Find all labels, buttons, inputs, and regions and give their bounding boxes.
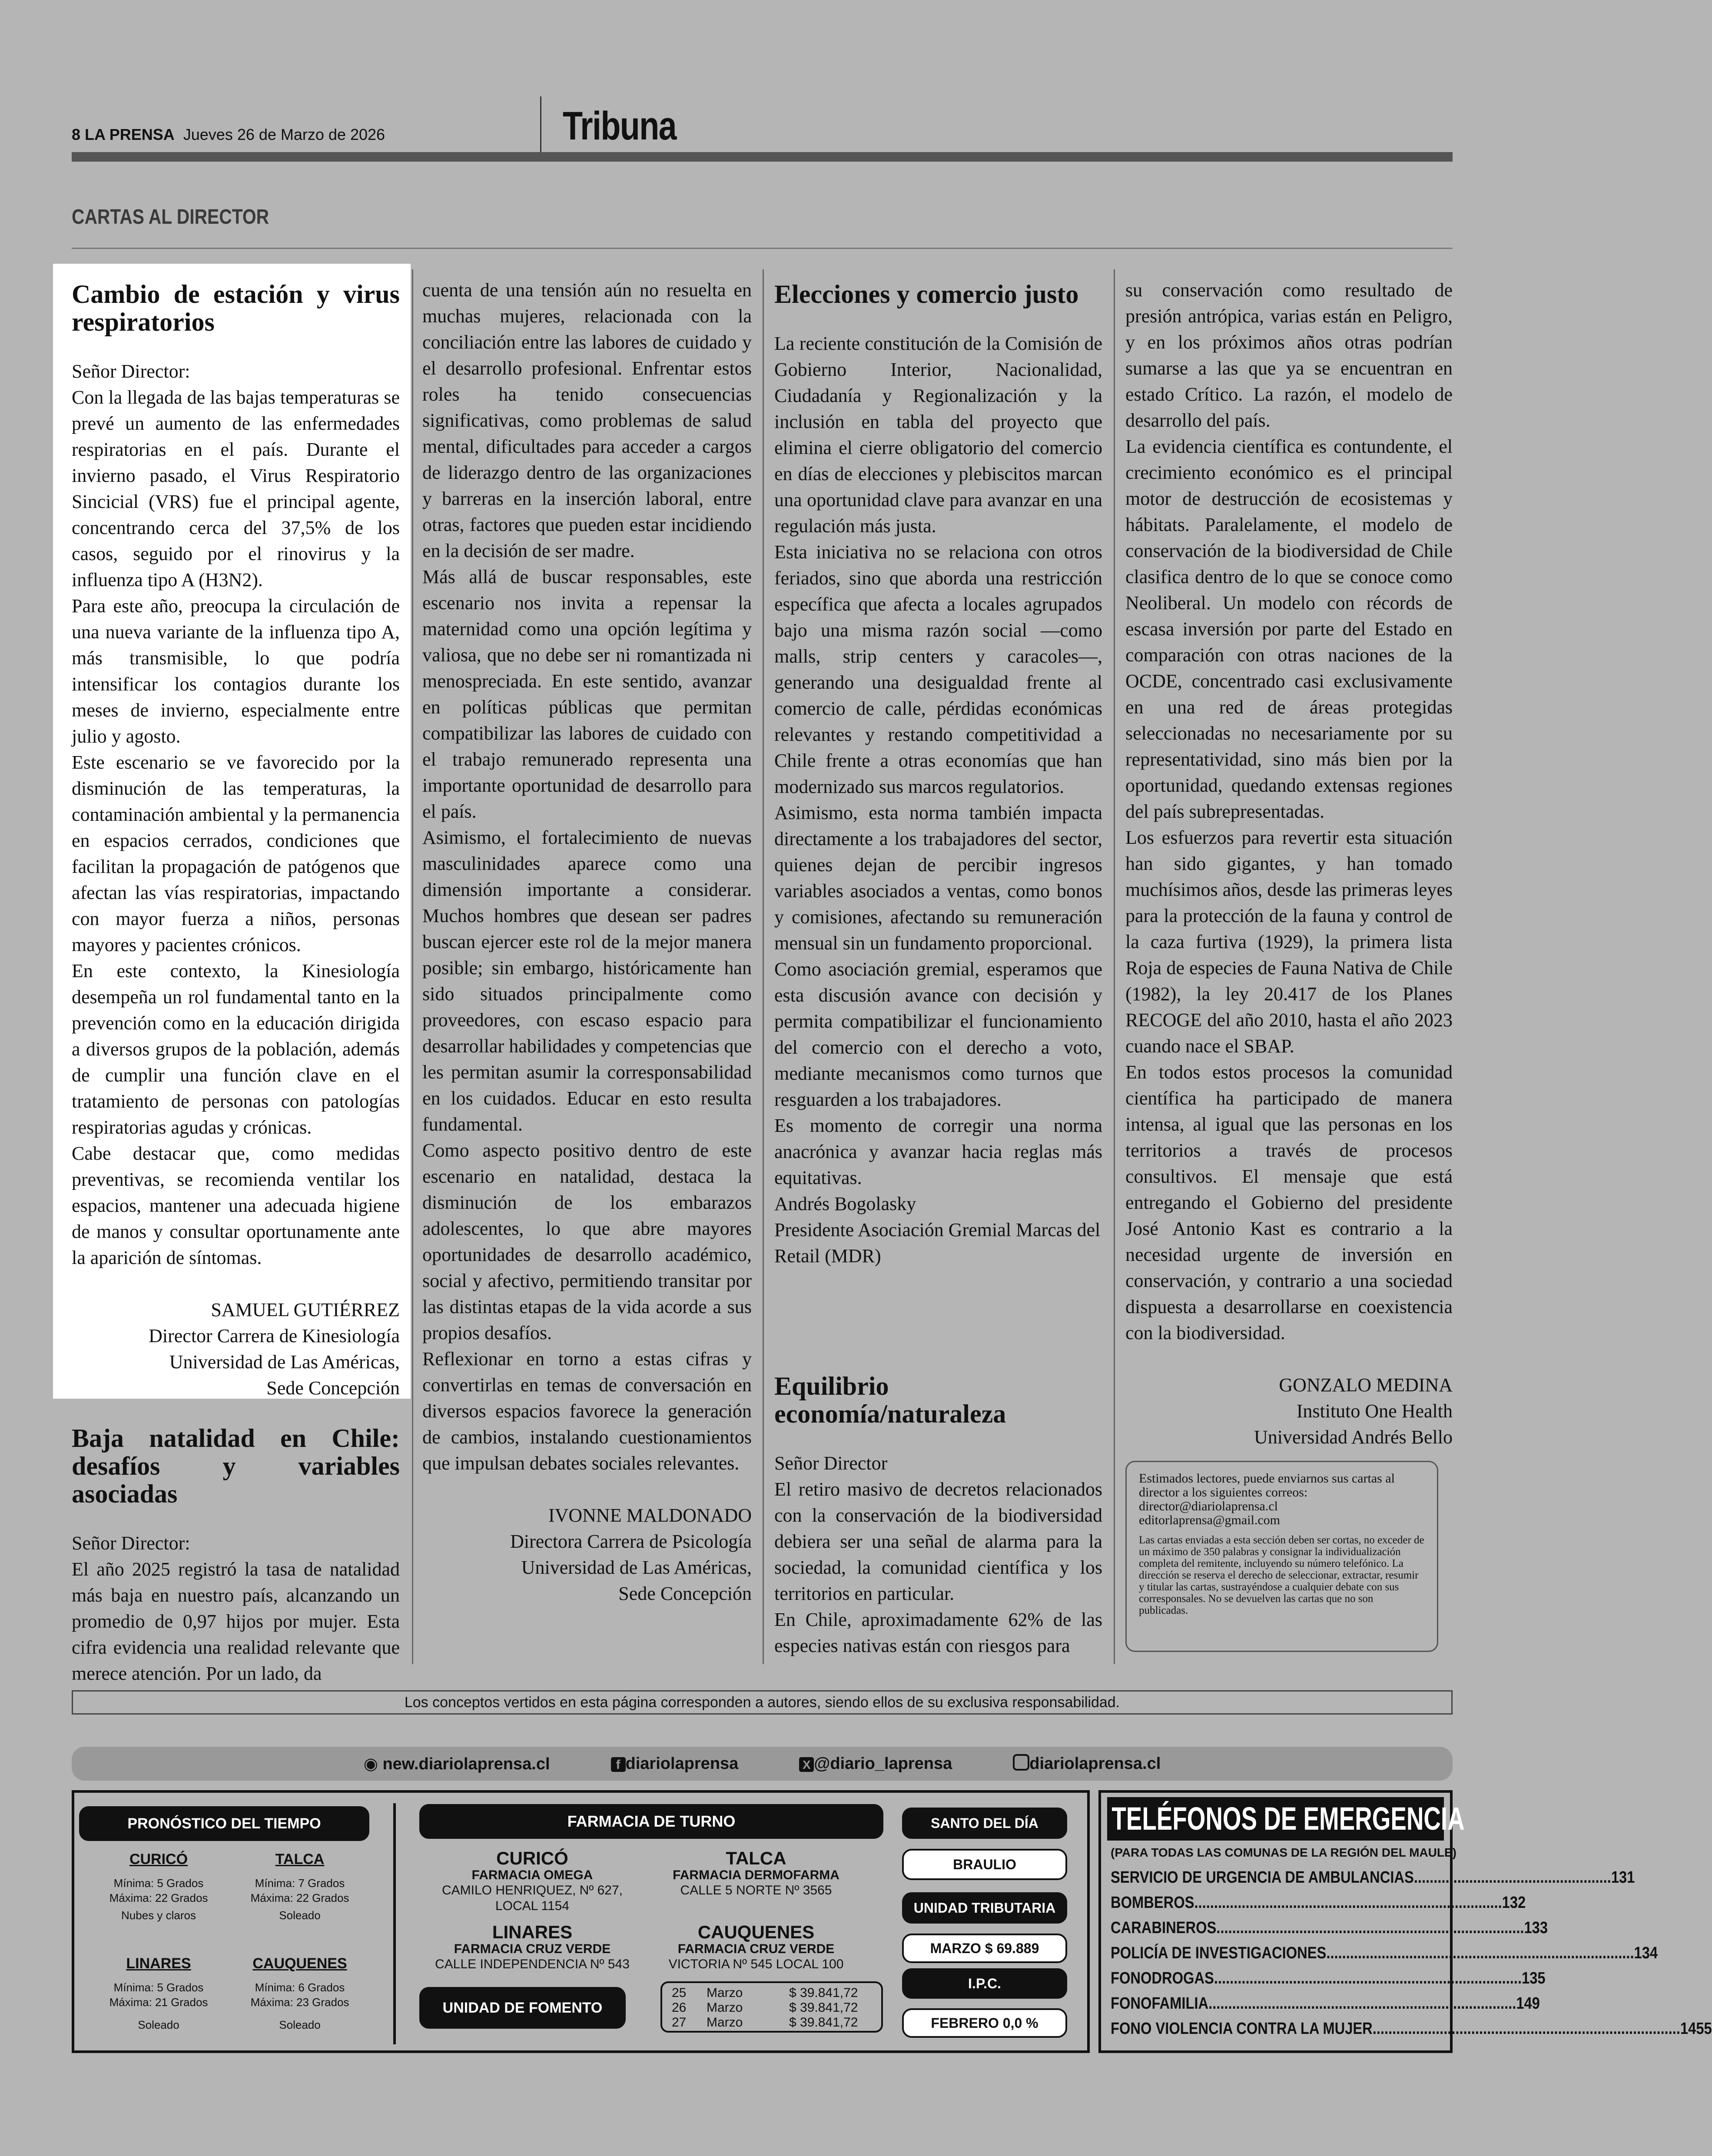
letter-equilibrio-continued [1125, 277, 1453, 1450]
weather-city: CAUQUENES Mínima: 6 Grados Máxima: 23 Grados Soleado [250, 1955, 349, 2031]
emergency-row: POLICÍA DE INVESTIGACIONES .............................................................................. 134 [1111, 1944, 1658, 1962]
paper-name: LA PRENSA [85, 126, 175, 143]
notice-intro: Estimados lectores, puede enviarnos sus cartas al director a los siguientes correos: [1139, 1471, 1395, 1499]
notice-email[interactable]: director@diariolaprensa.cl [1139, 1499, 1278, 1513]
letter-author: GONZALO MEDINA [1279, 1374, 1453, 1396]
social-link-x[interactable]: X @diario_laprensa [799, 1755, 952, 1773]
notice-rules: Las cartas enviadas a esta sección deben ser cortas, no exceder de un máximo de 350 palabras y consignar la individualización completa del remitente, incluyendo su número telefónico. La dirección se reserva el derecho de seleccionar, extractar, resumir y titular las cartas, sustrayéndose a cualquier debate con sus corresponsales. No se devuelven las cartas que no son publicadas. [1139, 1534, 1424, 1616]
disclaimer-box [72, 1690, 1453, 1715]
letter-cambio-estacion [72, 280, 400, 1401]
letter-paragraph: La evidencia científica es contundente, el crecimiento económico es el principal motor de destrucción de ecosistemas y hábitats. Paralelamente, el modelo de conservación de la biodiversidad de Chile clasifica dentro de lo que se conoce como Neoliberal. Un modelo con récords de escasa inversión por parte del Estado en comparación con otras naciones de la OCDE, concentrado casi exclusivamente en una red de áreas protegidas seleccionadas no necesariamente por su representatividad, sino más bien por la oportunidad, quedando extensas regiones del país subrepresentadas. [1125, 436, 1453, 822]
notice-email[interactable]: editorlaprensa@gmail.com [1139, 1513, 1281, 1527]
letter-salutation: Señor Director: [72, 361, 190, 382]
weather-city: LINARES Mínima: 5 Grados Máxima: 21 Grados Soleado [109, 1955, 208, 2031]
letter-paragraph: Reflexionar en torno a estas cifras y convertirlas en temas de conversación en diversos espacios favorece la generación de cambios, instalando cuestionamientos que impulsan debates sociales relevantes. [422, 1348, 752, 1474]
emergency-list [1111, 1865, 1712, 2041]
uf-table [660, 1981, 883, 2033]
letter-paragraph: Esta iniciativa no se relaciona con otros feriados, sino que aborda una restricción específica que afecta a locales agrupados bajo una misma razón social —como malls, strip centers y caracoles—, generando una desigualdad frente al comercio de calle, pérdidas económicas relevantes y restando competitividad a Chile frente a otras economías que han modernizado sus marcos regulatorios. [774, 541, 1102, 797]
uf-row: 27 Marzo $ 39.841,72 [672, 2015, 858, 2030]
emergency-box [1098, 1790, 1712, 2053]
letter-paragraph: su conservación como resultado de presión antrópica, varias están en Peligro, y en los próximos años otras podrían sumarse a las que ya se encuentran en estado Crítico. La razón, el modelo de desarrollo del país. [1125, 279, 1453, 431]
social-bar [72, 1747, 1453, 1781]
section-name: Tribuna [563, 104, 676, 148]
letter-baja-natalidad [72, 1424, 400, 1687]
letter-author: IVONNE MALDONADO [548, 1505, 752, 1526]
letter-paragraph: Como aspecto positivo dentro de este escenario en natalidad, destaca la disminución de los embarazos adolescentes, lo que abre mayores oportunidades de desarrollo académico, social y afectivo, permitiendo transitar por las distintas etapas de la vida acorde a sus propios desafíos. [422, 1140, 752, 1343]
letter-paragraph: Como asociación gremial, esperamos que esta discusión avance con decisión y permita compatibilizar el funcionamiento del comercio con el derecho a voto, mediante mecanismos como turnos que resguarden a los trabajadores. [774, 959, 1102, 1110]
letters-notice-box [1125, 1461, 1438, 1652]
utm-value: MARZO $ 69.889 [902, 1934, 1067, 1963]
cartas-section-title: CARTAS AL DIRECTOR [72, 206, 269, 229]
emergency-row: FONOFAMILIA .............................................................................. 149 [1111, 1994, 1540, 2013]
header-rule [72, 152, 1453, 162]
facebook-icon: f [611, 1757, 626, 1772]
issue-date: Jueves 26 de Marzo de 2026 [183, 126, 385, 143]
letter-paragraph: La reciente constitución de la Comisión de Gobierno Interior, Nacionalidad, Ciudadanía y Regionalización y la inclusión en tabla del proyecto que elimina el cierre obligatorio del comercio en días de elecciones y plebiscitos marcan una oportunidad clave para avanzar en una regulación más justa. [774, 333, 1102, 537]
emergency-row: BOMBEROS .............................................................................. 132 [1111, 1894, 1526, 1912]
letter-elecciones-comercio [774, 280, 1102, 1269]
section-rule [72, 248, 1453, 249]
pharmacy-entry: TALCA FARMACIA DERMOFARMA CALLE 5 NORTE Nº 3565 [673, 1848, 839, 1897]
social-link-instagram[interactable]: diariolaprensa.cl [1013, 1754, 1161, 1773]
letter-title: Baja natalidad en Chile: desafíos y variables asociadas [72, 1424, 400, 1508]
emergency-subtitle: (PARA TODAS LAS COMUNAS DE LA REGIÓN DEL MAULE) [1111, 1846, 1457, 1859]
saint-title: SANTO DEL DÍA [902, 1808, 1067, 1839]
ipc-title: I.P.C. [902, 1968, 1067, 1999]
weather-city: TALCA Mínima: 7 Grados Máxima: 22 Grados Soleado [250, 1851, 349, 1922]
letter-paragraph: Cabe destacar que, como medidas preventivas, se recomienda ventilar los espacios, mantener una adecuada higiene de manos y consultar oportunamente ante la aparición de síntomas. [72, 1143, 400, 1268]
letter-title: Equilibrio economía/naturaleza [774, 1372, 1006, 1428]
services-divider [393, 1803, 396, 2044]
weather-title: PRONÓSTICO DEL TIEMPO [79, 1806, 369, 1841]
letter-affiliation: Universidad Andrés Bello [1254, 1426, 1453, 1448]
x-icon: X [799, 1757, 814, 1772]
page-number: 8 [72, 126, 81, 143]
pharmacy-entry: LINARES FARMACIA CRUZ VERDE CALLE INDEPENDENCIA Nº 543 [435, 1922, 630, 1971]
pharmacy-entry: CAUQUENES FARMACIA CRUZ VERDE VICTORIA Nº 545 LOCAL 100 [668, 1922, 844, 1971]
emergency-row: CARABINEROS .............................................................................. 133 [1111, 1919, 1548, 1937]
letter-paragraph: Asimismo, esta norma también impacta directamente a los trabajadores del sector, quienes dejan de percibir ingresos variables asociados a ventas, como bonos y comisiones, afectando su remuneración mensual sin un fundamento proporcional. [774, 802, 1102, 954]
letter-paragraph: En Chile, aproximadamente 62% de las especies nativas están con riesgos para [774, 1609, 1102, 1656]
letter-baja-natalidad-continued [422, 277, 752, 1607]
utm-title: UNIDAD TRIBUTARIA [902, 1892, 1067, 1924]
pharmacy-entry: CURICÓ FARMACIA OMEGA CAMILO HENRIQUEZ, Nº 627, LOCAL 1154 [441, 1848, 623, 1913]
uf-title: UNIDAD DE FOMENTO [419, 1987, 626, 2029]
letter-paragraph: El retiro masivo de decretos relacionados con la conservación de la biodiversidad debiera ser una señal de alarma para la sociedad, la comunidad científica y los territorios en particular. [774, 1479, 1102, 1604]
page-header [72, 122, 532, 148]
emergency-row: FONO VIOLENCIA CONTRA LA MUJER .............................................................................. 1455 [1111, 2020, 1712, 2038]
pharmacy-title: FARMACIA DE TURNO [419, 1804, 883, 1839]
uf-row: 26 Marzo $ 39.841,72 [672, 2000, 858, 2015]
column-rule [763, 269, 764, 1664]
letter-equilibrio [774, 1372, 1102, 1659]
letter-salutation: Señor Director [774, 1453, 888, 1474]
letter-paragraph: cuenta de una tensión aún no resuelta en muchas mujeres, relacionada con la conciliación entre las labores de cuidado y el desarrollo profesional. Enfrentar estos roles ha tenido consecuencias significativas, como problemas de salud mental, dificultades para acceder a cargos de liderazgo dentro de las organizaciones y barreras en la inserción laboral, entre otras, factores que pueden estar incidiendo en la decisión de ser madre. [422, 279, 752, 561]
letter-paragraph: Asimismo, el fortalecimiento de nuevas masculinidades aparece como una dimensión importante a considerar. Muchos hombres que desean ser padres buscan ejercer este rol de la mejor manera posible; sin embargo, históricamente han sido situados principalmente como proveedores, con escaso espacio para desarrollar habilidades y competencias que les permitan asumir la corresponsabilidad en los cuidados. Educar en esto resulta fundamental. [422, 827, 752, 1135]
letter-paragraph: El año 2025 registró la tasa de natalidad más baja en nuestro país, alcanzando un promedio de 0,97 hijos por mujer. Esta cifra evidencia una realidad relevante que merece atención. Por un lado, da [72, 1559, 400, 1684]
letter-paragraph: En todos estos procesos la comunidad científica ha participado de manera intensa, al igual que las personas en los territorios a través de procesos consultivos. El mensaje que está entregando el Gobierno del presidente José Antonio Kast es contrario a la necesidad urgente de inversión en conservación, y contrario a una sociedad dispuesta a desarrollarse en coexistencia con la biodiversidad. [1125, 1061, 1453, 1343]
letter-author: SAMUEL GUTIÉRREZ [211, 1299, 400, 1320]
letter-paragraph: Más allá de buscar responsables, este escenario nos invita a repensar la maternidad como una opción legítima y valiosa, que no debe ser ni romantizada ni menospreciada. En este sentido, avanzar en políticas públicas que permitan compatibilizar las labores de cuidado con el trabajo remunerado representa una importante oportunidad de desarrollo para el país. [422, 566, 752, 822]
letter-affiliation: Instituto One Health [1296, 1400, 1453, 1422]
letter-paragraph: En este contexto, la Kinesiología desempeña un rol fundamental tanto en la prevención como en la educación dirigida a diversos grupos de la población, además de cumplir una función clave en el tratamiento de personas con patologías respiratorias agudas y crónicas. [72, 960, 400, 1138]
uf-row: 25 Marzo $ 39.841,72 [672, 1986, 858, 2000]
header-divider [540, 96, 541, 153]
emergency-title: TELÉFONOS DE EMERGENCIA [1107, 1797, 1444, 1841]
column-rule [412, 269, 413, 1664]
letter-paragraph: Los esfuerzos para revertir esta situación han sido gigantes, y han tomado muchísimos años, desde las primeras leyes para la protección de la fauna y control de la caza furtiva (1929), la primera lista Roja de especies de Fauna Nativa de Chile (1982), la ley 20.417 de los Planes RECOGE del año 2010, hasta el año 2023 cuando nace el SBAP. [1125, 827, 1453, 1057]
letter-affiliation: Directora Carrera de Psicología Universidad de Las Américas, [510, 1531, 752, 1578]
ipc-value: FEBRERO 0,0 % [902, 2008, 1067, 2038]
column-rule [1114, 269, 1115, 1664]
letter-author: Andrés Bogolasky [774, 1193, 916, 1214]
letter-title: Elecciones y comercio justo [774, 280, 1079, 308]
letter-affiliation: Director Carrera de Kinesiología Universidad de Las Américas, [149, 1325, 400, 1373]
social-link-facebook[interactable]: f diariolaprensa [611, 1755, 739, 1773]
web-icon: ◉ [363, 1755, 378, 1773]
letter-paragraph: Este escenario se ve favorecido por la disminución de las temperaturas, la contaminación ambiental y la permanencia en espacios cerrados, condiciones que facilitan la propagación de patógenos que afectan las vías respiratorias, impactando con mayor fuerza a niños, personas mayores y pacientes crónicos. [72, 752, 400, 955]
letter-paragraph: Es momento de corregir una norma anacrónica y avanzar hacia reglas más equitativas. [774, 1115, 1102, 1188]
instagram-icon [1013, 1754, 1029, 1771]
letter-affiliation: Sede Concepción [266, 1377, 400, 1399]
social-link-web[interactable]: ◉ new.diariolaprensa.cl [363, 1755, 550, 1773]
letter-title: Cambio de estación y virus respiratorios [72, 280, 400, 336]
letter-salutation: Señor Director: [72, 1532, 190, 1554]
letter-paragraph: Con la llegada de las bajas temperaturas se prevé un aumento de las enfermedades respiratorias en el país. Durante el invierno pasado, el Virus Respiratorio Sincicial (VRS) fue el principal agente, concentrando cerca del 37,5% de los casos, seguido por el rinovirus y la influenza tipo A (H3N2). [72, 387, 400, 590]
disclaimer-text: Los conceptos vertidos en esta página corresponden a autores, siendo ellos de su exclusiva responsabilidad. [404, 1694, 1120, 1711]
weather-city: CURICÓ Mínima: 5 Grados Máxima: 22 Grados Nubes y claros [109, 1851, 208, 1922]
letter-affiliation: Presidente Asociación Gremial Marcas del Retail (MDR) [774, 1219, 1101, 1267]
letter-paragraph: Para este año, preocupa la circulación de una nueva variante de la influenza tipo A, más transmisible, lo que podría intensificar los contagios durante los meses de invierno, especialmente entre julio y agosto. [72, 595, 400, 747]
letter-affiliation: Sede Concepción [618, 1583, 752, 1604]
emergency-row: FONODROGAS .............................................................................. 135 [1111, 1969, 1546, 1987]
saint-name: BRAULIO [902, 1849, 1067, 1880]
emergency-row: SERVICIO DE URGENCIA DE AMBULANCIAS .................................................. 131 [1111, 1868, 1635, 1887]
